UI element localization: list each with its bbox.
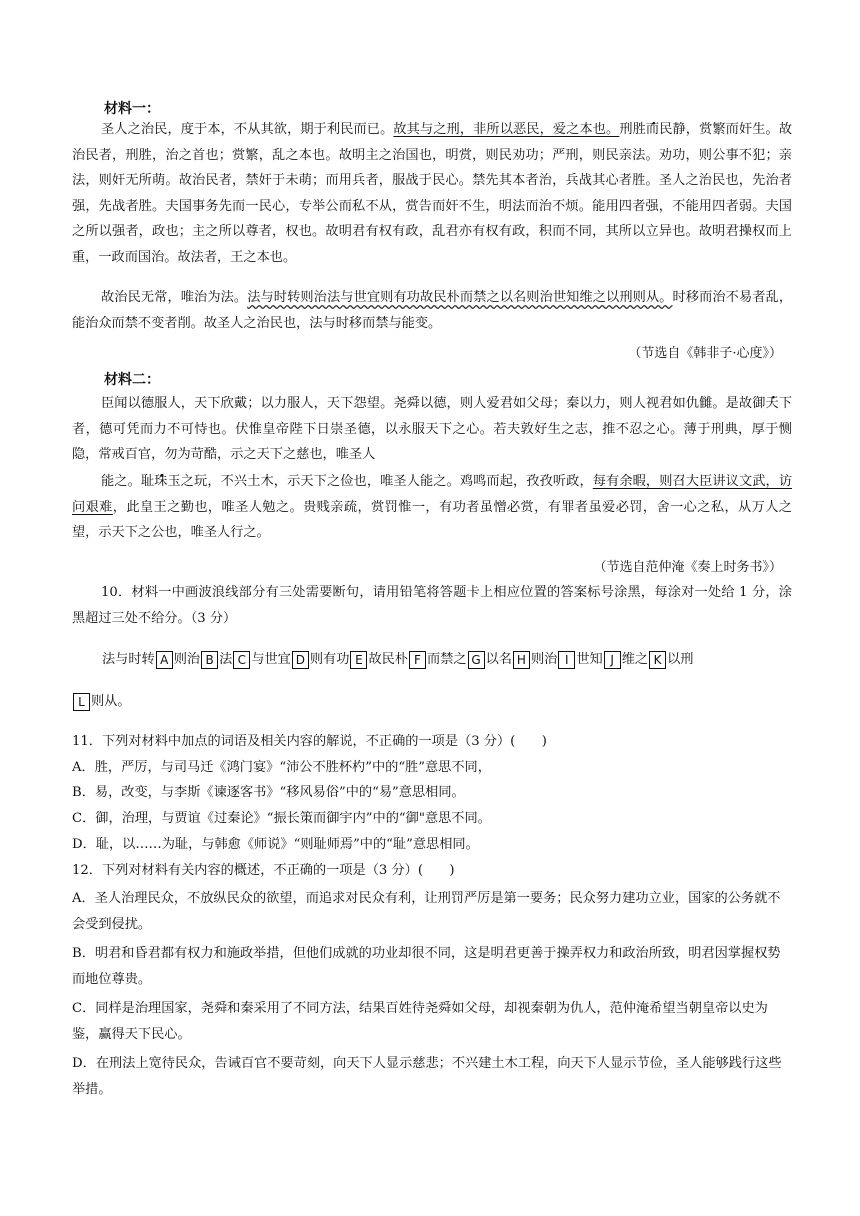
dotted-word-sheng: 胜 (632, 122, 646, 137)
text-run: 刑 (619, 122, 633, 137)
option-text: 世知 (576, 652, 603, 667)
dotted-word-chi: 耻 (140, 474, 155, 489)
question-12-option-d: D．在刑法上宽待民众，告诫百官不要苛刻，向天下人显示慈悲；不兴建土木工程，向天下人显示节俭，圣人能够践行这些举措。 (72, 1056, 782, 1097)
underlined-sentence: 故其与之刑，非所以恶民，爱之本也。 (393, 122, 620, 137)
answer-box-e[interactable]: E (350, 651, 367, 669)
answer-box-k[interactable]: K (649, 651, 666, 669)
material-two-paragraph-1 (72, 391, 792, 468)
answer-box-d[interactable]: D (292, 651, 309, 669)
answer-box-b[interactable]: B (201, 651, 218, 669)
material-one-source: （节选自《韩非子·心度》） (628, 346, 782, 361)
option-text: 以刑 (667, 652, 694, 667)
material-one-paragraph-1 (72, 117, 792, 270)
answer-box-a[interactable]: A (156, 651, 173, 669)
text-run: 天下者，德可凭而力不可恃也。伏惟皇帝陛下日崇圣德，以永服天下之心。若夫敦好生之志，推不忍之心。薄于刑典，厚于恻隐，常戒百官，勿为苛酷，示之天下之慈也，唯圣人 (72, 396, 793, 462)
material-two-heading: 材料二： (104, 372, 160, 388)
answer-box-h[interactable]: H (513, 651, 530, 669)
option-text: 故民朴 (368, 652, 408, 667)
answer-box-f[interactable]: F (409, 651, 426, 669)
answer-box[interactable]: L (73, 693, 90, 711)
option-text: 则治 (530, 652, 558, 667)
question-11-option-a: A．胜，严厉，与司马迁《鸿门宴》“沛公不胜杯杓”中的“胜”意思不同， (72, 760, 491, 775)
option-text: 以名 (485, 652, 512, 667)
material-one-heading: 材料一： (104, 101, 160, 117)
material-one-paragraph-2 (72, 285, 792, 336)
text-run: 而民静，赏繁而奸生。故治民者，刑胜，治之首也；赏繁，乱之本也。故明主之治国也，明赏，则民劝功；严刑，则民亲法。劝功，则公事不犯；亲法，则奸无所萌。故治民者，禁奸于未萌；而用兵者，服战于民心。禁先其本者治，兵战其心者胜。圣人之治民也，先治者强，先战者胜。夫国事务先而一民心，专举公而私不从，赏告而奸不生，明法而治不烦。能用四者强，不能用四者弱。夫国之所以强者，政也；主之所以尊者，权也。故明君有权有政，乱君亦有权有政，积而不同，其所以立异也。故明君操权而上重，一政而国治。故法者，王之本也。 (72, 122, 793, 265)
material-two-paragraph-2 (72, 469, 792, 546)
question-11-option-d: D．耻，以……为耻，与韩愈《师说》“则耻师焉”中的“耻”意思相同。 (72, 837, 479, 852)
text-run: 能之。 (101, 474, 141, 489)
sentence-break-options-row (102, 648, 693, 669)
question-12-stem: 12．下列对材料有关内容的概述，不正确的一项是（3 分）( ) (72, 863, 455, 878)
question-10-stem: 10．材料一中画波浪线部分有三处需要断句，请用铅笔将答题卡上相应位置的答案标号涂黑，每涂对一处给 1 分，涂黑超过三处不给分。（3 分） (72, 585, 792, 626)
text-run: 故治民无常，唯治为法。 (101, 290, 248, 305)
question-11-stem: 11．下列对材料中加点的词语及相关内容的解说，不正确的一项是（3 分）( ) (72, 734, 547, 749)
option-text: 则从。 (91, 694, 131, 709)
answer-box-c[interactable]: C (233, 651, 250, 669)
question-12-option-b: B．明君和昏君都有权力和施政举措，但他们成就的功业却很不同，这是明君更善于操弄权力和政治所致，明君因掌握权势而地位尊贵。 (72, 946, 781, 987)
question-12-option-c: C．同样是治理国家，尧舜和秦采用了不同方法，结果百姓待尧舜如父母，却视秦朝为仇人，范仲淹希望当朝皇帝以史为鉴，赢得天下民心。 (72, 1001, 768, 1042)
dotted-word-yu: 御 (752, 396, 766, 411)
text-run: 时移而治不易者乱，能治众而禁不变者削。故圣人之治民也，法与时移而禁与能变。 (72, 290, 793, 331)
option-text: 则有功 (309, 652, 350, 667)
answer-box-i[interactable]: I (558, 651, 575, 669)
option-text: 则治 (173, 652, 201, 667)
underlined-sentence: 每有余暇，则召大臣讲议文武，访问艰难 (72, 474, 793, 515)
option-text: 法与时转 (102, 652, 155, 667)
answer-box-j[interactable]: J (604, 651, 621, 669)
sentence-break-options-row-2 (72, 690, 131, 711)
text-run: 臣闻以德服人，天下欣戴；以力服人，天下怨望。尧舜以德，则人爱君如父母；秦以力，则人视君如仇雠。是故 (101, 396, 753, 411)
question-11-option-c: C．御，治理，与贾谊《过秦论》“振长策而御宇内”中的“御"意思不同。 (72, 811, 491, 826)
question-12-option-a: A．圣人治理民众，不放纵民众的欲望，而追求对民众有利，让刑罚严厉是第一要务；民众努力建功立业，国家的公务就不会受到侵扰。 (72, 891, 781, 932)
text-run: 珠玉之玩，不兴土木，示天下之俭也，唯圣人能之。鸡鸣而起，孜孜听政， (154, 474, 593, 489)
option-text: 维之 (621, 652, 649, 667)
answer-box-g[interactable]: G (468, 651, 485, 669)
option-text: 与世宜 (251, 652, 291, 667)
material-two-source: （节选自范仲淹《奏上时务书》） (593, 560, 782, 575)
question-11-option-b: B．易，改变，与李斯《谏逐客书》“移风易俗”中的“易”意思相同。 (72, 785, 465, 800)
text-run: ，此皇王之勤也，唯圣人勉之。贵贱亲疏，赏罚惟一，有功者虽憎必赏，有罪者虽爱必罚，舍一心之私，从万人之望，示天下之公也，唯圣人行之。 (72, 499, 792, 540)
wavy-underlined-passage: 法与时转则治法与世宜则有功故民朴而禁之以名则治世知维之以刑则从。 (247, 290, 673, 305)
option-text: 而禁之 (427, 652, 467, 667)
text-run: 圣人之治民，度于本，不从其欲，期于利民而已。 (101, 122, 394, 137)
option-text: 法 (219, 652, 233, 667)
